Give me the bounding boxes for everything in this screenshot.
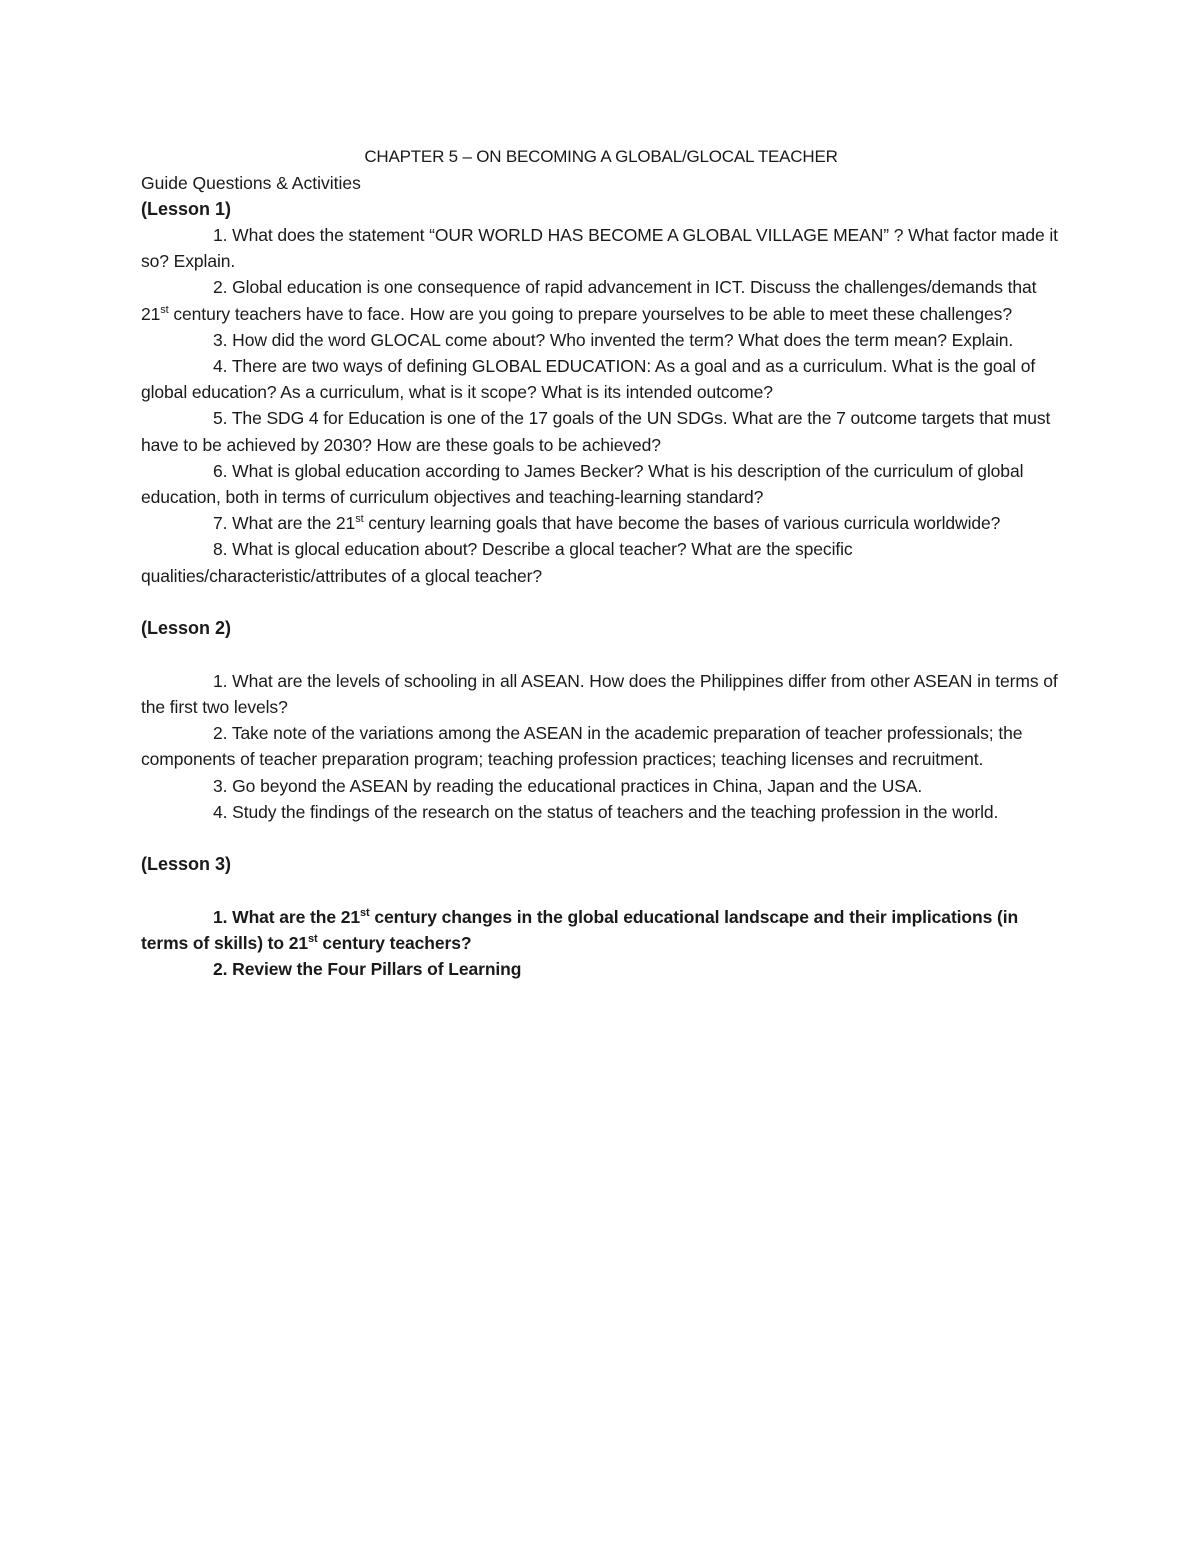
question-text: century teachers have to face. How are you going to prepare yourselves to be able to meet these challenges? — [168, 303, 1012, 324]
lesson-1-question-8: 8. What is glocal education about? Describe a glocal teacher? What are the specific qualities/characteristic/attributes of a glocal teacher? — [141, 539, 853, 586]
lesson-1-question-6: 6. What is global education according to James Becker? What is his description of the curriculum of global education, both in terms of curriculum objectives and teaching-learning standard? — [141, 460, 1024, 508]
document-body — [141, 144, 1061, 983]
document-subtitle: Guide Questions & Activities — [141, 173, 361, 193]
question-text: 1. What are the 21 — [213, 907, 361, 928]
lesson-2-question-4: 4. Study the findings of the research on the status of teachers and the teaching profession in the world. — [213, 801, 999, 822]
question-text: century changes in the global educational landscape and their implications (in terms of skills) to 21 — [141, 907, 1019, 954]
lesson-2-question-2: 2. Take note of the variations among the ASEAN in the academic preparation of teacher professionals; the components of teacher preparation program; teaching profession practices; teaching licenses and recruitment. — [141, 723, 1023, 770]
lesson-1-question-7 — [141, 510, 1061, 536]
lesson-3-question-1 — [141, 904, 1061, 956]
question-text: century learning goals that have become the bases of various curricula worldwide? — [363, 513, 1001, 534]
ordinal-suffix: st — [360, 907, 370, 920]
question-text: century teachers? — [317, 933, 472, 954]
question-text: 7. What are the 21 — [213, 513, 356, 534]
spacer — [141, 641, 1061, 668]
lesson-2-question-3: 3. Go beyond the ASEAN by reading the educational practices in China, Japan and the USA. — [213, 775, 923, 796]
lesson-1-question-3: 3. How did the word GLOCAL come about? Who invented the term? What does the term mean? Explain. — [213, 329, 1014, 350]
lesson-2-question-1: 1. What are the levels of schooling in all ASEAN. How does the Philippines differ from other ASEAN in terms of the first two levels? — [141, 670, 1058, 718]
lesson-2-heading: (Lesson 2) — [141, 617, 232, 638]
ordinal-suffix: st — [355, 513, 364, 526]
lesson-3-question-2: 2. Review the Four Pillars of Learning — [213, 959, 522, 980]
ordinal-suffix: st — [308, 933, 318, 946]
ordinal-suffix: st — [160, 303, 169, 316]
document-title: CHAPTER 5 – ON BECOMING A GLOBAL/GLOCAL TEACHER — [364, 147, 838, 166]
spacer — [141, 877, 1061, 904]
lesson-1-heading: (Lesson 1) — [141, 199, 232, 219]
lesson-1-question-5: 5. The SDG 4 for Education is one of the 17 goals of the UN SDGs. What are the 7 outcome targets that must have to be achieved by 2030? How are these goals to be achieved? — [141, 408, 1051, 455]
lesson-1-question-4: 4. There are two ways of defining GLOBAL EDUCATION: As a goal and as a curriculum. What is the goal of global education? As a curriculum, what is it scope? What is its intended outcome? — [141, 356, 1036, 403]
lesson-1-question-1: 1. What does the statement “OUR WORLD HAS BECOME A GLOBAL VILLAGE MEAN” ? What factor made it so? Explain. — [141, 225, 1058, 272]
question-text: 2. Global education is one consequence of rapid advancement in ICT. Discuss the challenges/demands that 21 — [141, 277, 1037, 324]
lesson-1-question-2 — [141, 274, 1061, 326]
lesson-3-heading: (Lesson 3) — [141, 854, 232, 875]
